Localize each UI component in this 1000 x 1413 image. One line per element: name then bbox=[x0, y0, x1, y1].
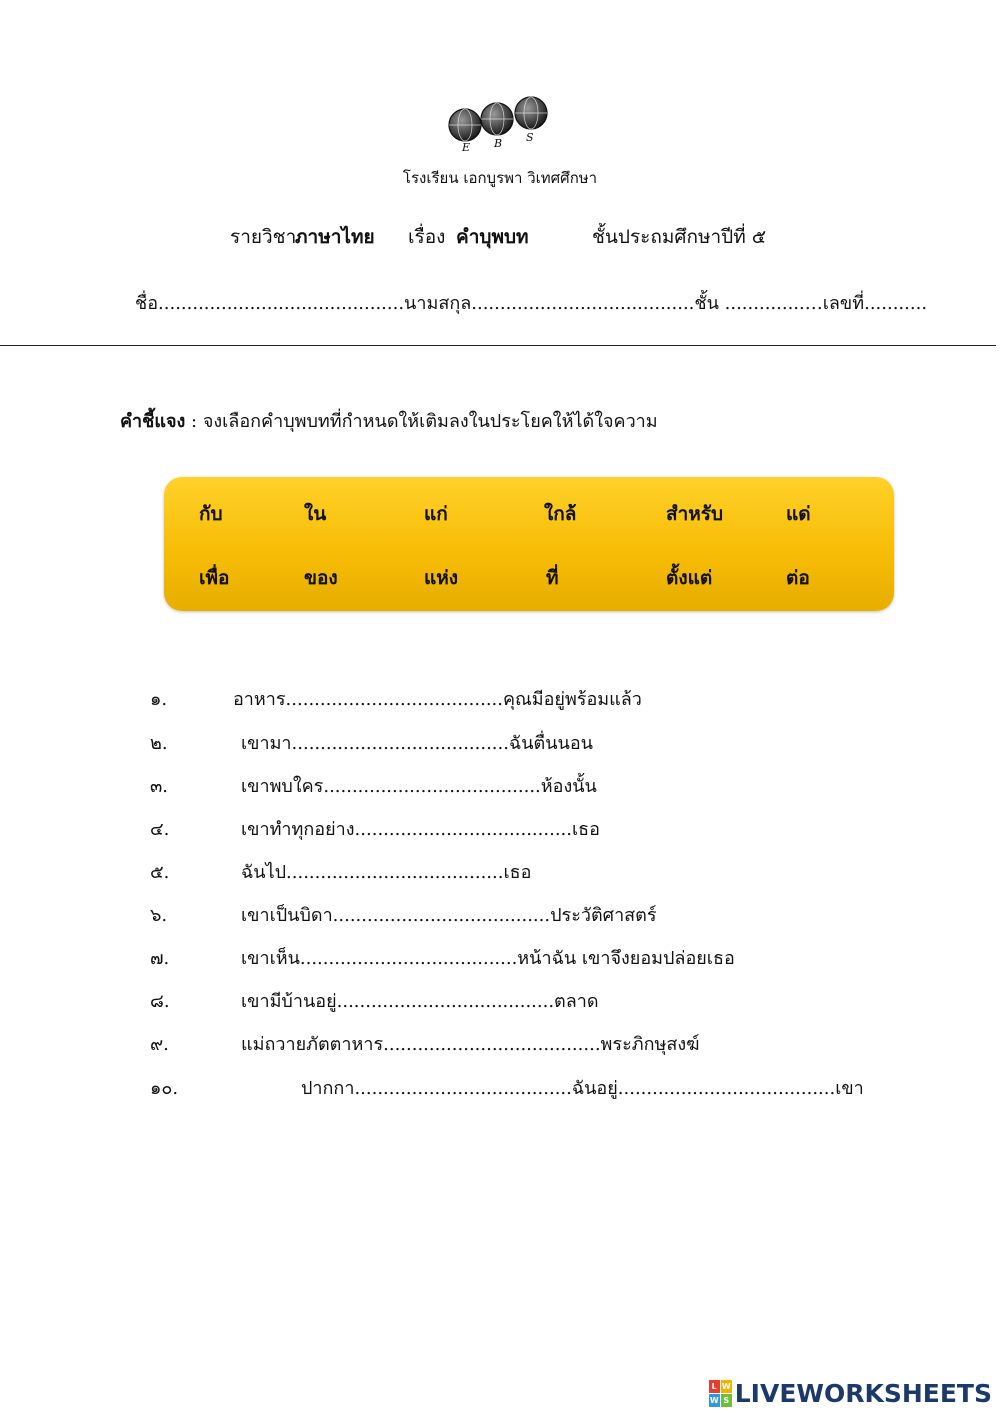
logo-letter-s: S bbox=[526, 131, 534, 144]
question-text[interactable]: เขาทำทุกอย่าง......................................เธอ bbox=[241, 819, 600, 840]
grade-level: ชั้นประถมศึกษาปีที่ ๕ bbox=[592, 226, 767, 248]
word-bank-item[interactable]: เพื่อ bbox=[199, 567, 230, 589]
brand-mark-cell: W bbox=[709, 1396, 719, 1405]
header-divider bbox=[0, 345, 996, 346]
instruction-label: คำชี้แจง bbox=[120, 411, 186, 432]
word-bank-item[interactable]: แด่ bbox=[786, 503, 811, 525]
question-text[interactable]: เขามีบ้านอยู่......................................ตลาด bbox=[241, 991, 599, 1012]
question-number: ๖. bbox=[150, 905, 168, 926]
liveworksheets-brand[interactable] bbox=[709, 1378, 992, 1408]
question-number: ๑๐. bbox=[150, 1078, 179, 1099]
word-bank-item[interactable]: สำหรับ bbox=[666, 503, 724, 525]
question-text[interactable]: เขาพบใคร......................................ห้องนั้น bbox=[241, 776, 597, 797]
student-info-line: ชื่อ...........................................นามสกุล.......................................ชั้น ..............…เลขที่........... bbox=[135, 293, 928, 314]
question-text[interactable]: เขาเห็น......................................หน้าฉัน เขาจึงยอมปล่อยเธอ bbox=[241, 948, 735, 969]
question-text[interactable]: แม่ถวายภัตตาหาร......................................พระภิกษุสงฆ์ bbox=[241, 1034, 700, 1055]
question-number: ๑. bbox=[150, 689, 168, 710]
question-text[interactable]: ฉันไป......................................เธอ bbox=[241, 862, 532, 883]
word-bank-item[interactable]: กับ bbox=[199, 503, 223, 525]
word-bank-item[interactable]: ที่ bbox=[546, 567, 559, 589]
topic-value: คำบุพบท bbox=[456, 226, 529, 248]
brand-mark-cell: W bbox=[721, 1382, 731, 1391]
brand-mark-cell: L bbox=[709, 1380, 720, 1393]
word-bank-item[interactable]: ของ bbox=[304, 567, 338, 589]
word-bank-item[interactable]: ต่อ bbox=[786, 567, 810, 589]
school-name: โรงเรียน เอกบูรพา วิเทศศึกษา bbox=[402, 169, 598, 187]
topic-label: เรื่อง bbox=[408, 226, 446, 248]
school-logo bbox=[445, 95, 555, 157]
question-text[interactable]: อาหาร......................................คุณมีอยู่พร้อมแล้ว bbox=[233, 689, 642, 710]
question-number: ๒. bbox=[150, 733, 168, 754]
word-bank-box bbox=[164, 477, 894, 611]
subject-value: ภาษาไทย bbox=[295, 226, 375, 248]
question-text[interactable]: ปากกา......................................ฉันอยู่......................................เขา bbox=[301, 1078, 864, 1099]
question-number: ๓. bbox=[150, 776, 169, 797]
question-text[interactable]: เขามา......................................ฉันตื่นนอน bbox=[241, 733, 593, 754]
question-number: ๘. bbox=[150, 991, 170, 1012]
question-number: ๙. bbox=[150, 1034, 169, 1055]
brand-text: LIVEWORKSHEETS bbox=[734, 1378, 992, 1408]
question-number: ๕. bbox=[150, 862, 170, 883]
word-bank-item[interactable]: ใน bbox=[304, 503, 327, 525]
logo-letter-e: E bbox=[462, 141, 471, 154]
subject-label: รายวิชา bbox=[230, 226, 297, 248]
word-bank-item[interactable]: ตั้งแต่ bbox=[666, 567, 713, 589]
instruction bbox=[120, 406, 658, 435]
liveworksheets-logo-icon bbox=[709, 1380, 731, 1406]
word-bank-item[interactable]: แห่ง bbox=[424, 567, 459, 589]
question-number: ๗. bbox=[150, 948, 170, 969]
word-bank-item[interactable]: ใกล้ bbox=[544, 503, 577, 525]
logo-letter-b: B bbox=[494, 137, 503, 150]
instruction-text: : จงเลือกคำบุพบทที่กำหนดให้เติมลงในประโยคให้ได้ใจความ bbox=[185, 411, 658, 432]
question-text[interactable]: เขาเป็นบิดา......................................ประวัติศาสตร์ bbox=[241, 905, 657, 926]
brand-mark-cell: S bbox=[721, 1394, 732, 1407]
question-number: ๔. bbox=[150, 819, 170, 840]
word-bank-item[interactable]: แก่ bbox=[424, 503, 448, 525]
